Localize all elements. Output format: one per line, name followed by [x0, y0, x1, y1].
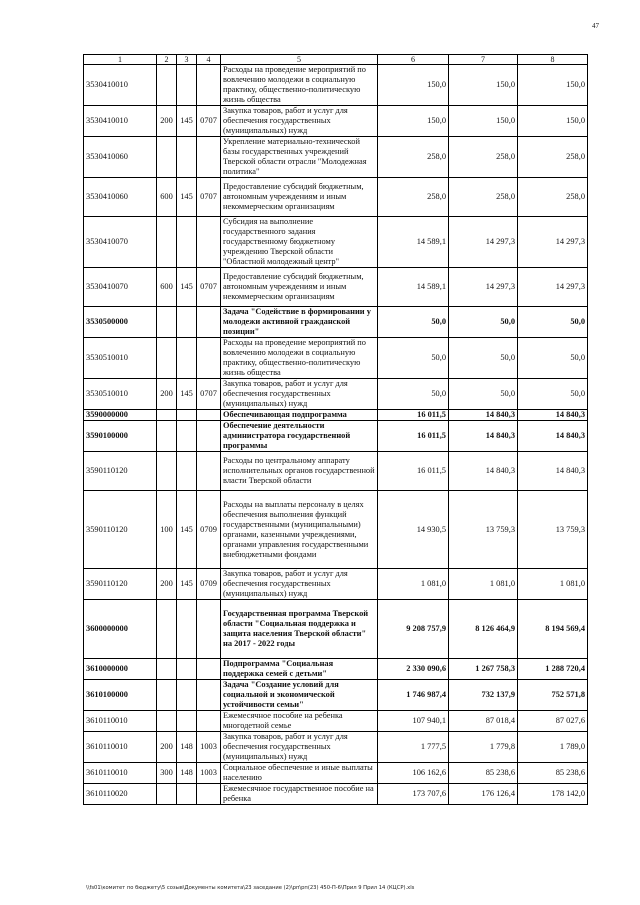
row-code: 3610000000 — [84, 659, 157, 680]
row-rz — [177, 137, 197, 178]
table-row — [84, 410, 588, 421]
row-name: Расходы на проведение мероприятий по вовлечению молодежи в социальную практику, общественно-политическую жизнь общества — [221, 65, 378, 106]
row-rz — [177, 659, 197, 680]
row-rz: 145 — [177, 569, 197, 600]
row-year2-amount: 14 297,3 — [449, 268, 518, 307]
row-year1-amount: 9 208 757,9 — [378, 600, 449, 659]
row-vr: 300 — [157, 763, 177, 784]
row-vr: 200 — [157, 379, 177, 410]
row-vr — [157, 784, 177, 805]
row-code: 3590000000 — [84, 410, 157, 421]
row-ps: 0709 — [197, 569, 221, 600]
row-year3-amount: 150,0 — [518, 65, 588, 106]
row-year1-amount: 16 011,5 — [378, 410, 449, 421]
row-year3-amount: 50,0 — [518, 307, 588, 338]
row-year1-amount: 50,0 — [378, 307, 449, 338]
file-path-footer: \\fs01\комитет по бюджету\5 созыв\Документы комитета\23 заседание (2)\рп\рп(23) 450-П-6\Прил 9 Прил 14 (КЦСР).xls — [86, 885, 415, 891]
row-year2-amount: 14 840,3 — [449, 410, 518, 421]
row-vr — [157, 659, 177, 680]
row-year1-amount: 16 011,5 — [378, 421, 449, 452]
row-rz: 145 — [177, 491, 197, 569]
row-rz — [177, 680, 197, 711]
row-rz — [177, 711, 197, 732]
row-name: Закупка товаров, работ и услуг для обеспечения государственных (муниципальных) нужд — [221, 569, 378, 600]
row-year2-amount: 150,0 — [449, 65, 518, 106]
row-year1-amount: 1 081,0 — [378, 569, 449, 600]
row-code: 3530410010 — [84, 106, 157, 137]
table-row — [84, 217, 588, 268]
row-code: 3610110020 — [84, 784, 157, 805]
table-row — [84, 338, 588, 379]
table-row — [84, 784, 588, 805]
row-code: 3530510010 — [84, 338, 157, 379]
row-vr: 200 — [157, 569, 177, 600]
row-year3-amount: 1 288 720,4 — [518, 659, 588, 680]
row-code: 3610110010 — [84, 711, 157, 732]
row-year1-amount: 50,0 — [378, 338, 449, 379]
row-ps: 0707 — [197, 178, 221, 217]
row-code: 3530510010 — [84, 379, 157, 410]
row-ps — [197, 307, 221, 338]
row-year2-amount: 85 238,6 — [449, 763, 518, 784]
table-row — [84, 659, 588, 680]
row-vr: 100 — [157, 491, 177, 569]
row-name: Предоставление субсидий бюджетным, автономным учреждениям и иным некоммерческим организациям — [221, 178, 378, 217]
row-year3-amount: 8 194 569,4 — [518, 600, 588, 659]
row-year2-amount: 258,0 — [449, 178, 518, 217]
row-name: Ежемесячное государственное пособие на ребенка — [221, 784, 378, 805]
row-name: Закупка товаров, работ и услуг для обеспечения государственных (муниципальных) нужд — [221, 732, 378, 763]
row-rz — [177, 338, 197, 379]
row-ps — [197, 410, 221, 421]
table-row — [84, 763, 588, 784]
row-year3-amount: 150,0 — [518, 106, 588, 137]
row-year3-amount: 14 840,3 — [518, 452, 588, 491]
row-ps — [197, 659, 221, 680]
row-year2-amount: 258,0 — [449, 137, 518, 178]
row-year2-amount: 8 126 464,9 — [449, 600, 518, 659]
row-rz — [177, 217, 197, 268]
row-year2-amount: 1 779,8 — [449, 732, 518, 763]
row-ps — [197, 421, 221, 452]
row-rz — [177, 307, 197, 338]
row-year1-amount: 107 940,1 — [378, 711, 449, 732]
row-year3-amount: 258,0 — [518, 178, 588, 217]
header-row — [84, 55, 588, 65]
row-year2-amount: 1 081,0 — [449, 569, 518, 600]
budget-table — [83, 54, 588, 805]
row-vr — [157, 711, 177, 732]
row-name: Социальное обеспечение и иные выплаты населению — [221, 763, 378, 784]
row-year3-amount: 752 571,8 — [518, 680, 588, 711]
row-name: Расходы на проведение мероприятий по вовлечению молодежи в социальную практику, общественно-политическую жизнь общества — [221, 338, 378, 379]
row-code: 3590110120 — [84, 569, 157, 600]
row-year2-amount: 732 137,9 — [449, 680, 518, 711]
row-name: Ежемесячное пособие на ребенка многодетной семье — [221, 711, 378, 732]
row-name: Задача "Содействие в формировании у молодежи активной гражданской позиции" — [221, 307, 378, 338]
row-code: 3530410060 — [84, 178, 157, 217]
row-ps — [197, 137, 221, 178]
header-year3: 8 — [518, 55, 588, 65]
row-year2-amount: 176 126,4 — [449, 784, 518, 805]
row-vr — [157, 410, 177, 421]
header-year2: 7 — [449, 55, 518, 65]
row-vr: 200 — [157, 106, 177, 137]
header-vr: 2 — [157, 55, 177, 65]
header-ps: 4 — [197, 55, 221, 65]
table-row — [84, 106, 588, 137]
row-rz: 148 — [177, 763, 197, 784]
row-vr — [157, 65, 177, 106]
table-row — [84, 421, 588, 452]
row-name: Укрепление материально-технической базы государственных учреждений Тверской области отрасли "Молодежная политика" — [221, 137, 378, 178]
row-ps — [197, 452, 221, 491]
row-ps — [197, 338, 221, 379]
row-year2-amount: 150,0 — [449, 106, 518, 137]
row-code: 3610110010 — [84, 763, 157, 784]
row-year3-amount: 87 027,6 — [518, 711, 588, 732]
row-code: 3530410070 — [84, 268, 157, 307]
row-rz — [177, 421, 197, 452]
table-row — [84, 137, 588, 178]
row-code: 3600000000 — [84, 600, 157, 659]
row-vr — [157, 680, 177, 711]
table-row — [84, 452, 588, 491]
row-ps — [197, 600, 221, 659]
row-vr: 200 — [157, 732, 177, 763]
row-rz — [177, 410, 197, 421]
row-year3-amount: 1 081,0 — [518, 569, 588, 600]
row-name: Обеспечивающая подпрограмма — [221, 410, 378, 421]
page-number: 47 — [592, 22, 599, 30]
row-year1-amount: 173 707,6 — [378, 784, 449, 805]
row-year3-amount: 14 840,3 — [518, 410, 588, 421]
table-row — [84, 268, 588, 307]
row-year1-amount: 2 330 090,6 — [378, 659, 449, 680]
row-rz: 145 — [177, 379, 197, 410]
row-code: 3610110010 — [84, 732, 157, 763]
row-year1-amount: 14 589,1 — [378, 268, 449, 307]
row-ps: 0707 — [197, 268, 221, 307]
row-rz: 145 — [177, 268, 197, 307]
row-ps — [197, 711, 221, 732]
row-vr — [157, 137, 177, 178]
row-year2-amount: 13 759,3 — [449, 491, 518, 569]
row-code: 3590100000 — [84, 421, 157, 452]
row-rz — [177, 65, 197, 106]
row-year3-amount: 14 840,3 — [518, 421, 588, 452]
header-year1: 6 — [378, 55, 449, 65]
row-name: Предоставление субсидий бюджетным, автономным учреждениям и иным некоммерческим организациям — [221, 268, 378, 307]
row-year2-amount: 50,0 — [449, 307, 518, 338]
row-name: Расходы на выплаты персоналу в целях обеспечения выполнения функций государственными (муниципальными) органами, казенными учреждениями, органами управления государственными внебюджетными фондами — [221, 491, 378, 569]
row-year3-amount: 258,0 — [518, 137, 588, 178]
row-rz — [177, 600, 197, 659]
row-year1-amount: 106 162,6 — [378, 763, 449, 784]
row-name: Расходы по центральному аппарату исполнительных органов государственной власти Тверской области — [221, 452, 378, 491]
table-row — [84, 600, 588, 659]
row-year1-amount: 258,0 — [378, 178, 449, 217]
row-year1-amount: 14 589,1 — [378, 217, 449, 268]
row-code: 3590110120 — [84, 491, 157, 569]
row-vr: 600 — [157, 268, 177, 307]
row-year1-amount: 150,0 — [378, 65, 449, 106]
header-code: 1 — [84, 55, 157, 65]
table-row — [84, 569, 588, 600]
row-year2-amount: 1 267 758,3 — [449, 659, 518, 680]
row-year1-amount: 1 746 987,4 — [378, 680, 449, 711]
row-year2-amount: 50,0 — [449, 338, 518, 379]
row-year2-amount: 87 018,4 — [449, 711, 518, 732]
row-vr — [157, 338, 177, 379]
row-rz: 145 — [177, 106, 197, 137]
row-rz — [177, 452, 197, 491]
row-year2-amount: 14 297,3 — [449, 217, 518, 268]
row-year1-amount: 14 930,5 — [378, 491, 449, 569]
row-vr — [157, 421, 177, 452]
row-code: 3590110120 — [84, 452, 157, 491]
row-ps: 0709 — [197, 491, 221, 569]
row-year3-amount: 14 297,3 — [518, 217, 588, 268]
row-name: Закупка товаров, работ и услуг для обеспечения государственных (муниципальных) нужд — [221, 106, 378, 137]
row-name: Государственная программа Тверской области "Социальная поддержка и защита населения Тверской области" на 2017 - 2022 годы — [221, 600, 378, 659]
table-row — [84, 732, 588, 763]
row-vr — [157, 452, 177, 491]
row-year2-amount: 50,0 — [449, 379, 518, 410]
row-code: 3530500000 — [84, 307, 157, 338]
row-year3-amount: 50,0 — [518, 338, 588, 379]
row-ps: 1003 — [197, 732, 221, 763]
header-name: 5 — [221, 55, 378, 65]
row-ps — [197, 217, 221, 268]
table-row — [84, 307, 588, 338]
row-year2-amount: 14 840,3 — [449, 421, 518, 452]
row-ps: 0707 — [197, 106, 221, 137]
row-year1-amount: 50,0 — [378, 379, 449, 410]
row-year1-amount: 258,0 — [378, 137, 449, 178]
row-code: 3530410060 — [84, 137, 157, 178]
row-vr — [157, 600, 177, 659]
row-year3-amount: 178 142,0 — [518, 784, 588, 805]
row-year3-amount: 50,0 — [518, 379, 588, 410]
row-rz: 148 — [177, 732, 197, 763]
row-ps — [197, 680, 221, 711]
row-name: Подпрограмма "Социальная поддержка семей с детьми" — [221, 659, 378, 680]
table-row — [84, 711, 588, 732]
header-rz: 3 — [177, 55, 197, 65]
row-year1-amount: 1 777,5 — [378, 732, 449, 763]
row-year3-amount: 13 759,3 — [518, 491, 588, 569]
row-year3-amount: 14 297,3 — [518, 268, 588, 307]
row-code: 3610100000 — [84, 680, 157, 711]
row-code: 3530410070 — [84, 217, 157, 268]
row-ps: 0707 — [197, 379, 221, 410]
table-row — [84, 178, 588, 217]
table-row — [84, 65, 588, 106]
row-code: 3530410010 — [84, 65, 157, 106]
row-name: Закупка товаров, работ и услуг для обеспечения государственных (муниципальных) нужд — [221, 379, 378, 410]
row-vr — [157, 217, 177, 268]
row-vr: 600 — [157, 178, 177, 217]
row-ps — [197, 784, 221, 805]
table-row — [84, 680, 588, 711]
row-name: Обеспечение деятельности администратора государственной программы — [221, 421, 378, 452]
row-ps: 1003 — [197, 763, 221, 784]
row-name: Субсидия на выполнение государственного задания государственному бюджетному учреждению Тверской области "Областной молодежный центр" — [221, 217, 378, 268]
row-rz: 145 — [177, 178, 197, 217]
row-name: Задача "Создание условий для социальной и экономической устойчивости семьи" — [221, 680, 378, 711]
row-year2-amount: 14 840,3 — [449, 452, 518, 491]
table-row — [84, 379, 588, 410]
row-year1-amount: 16 011,5 — [378, 452, 449, 491]
row-ps — [197, 65, 221, 106]
row-year3-amount: 85 238,6 — [518, 763, 588, 784]
row-rz — [177, 784, 197, 805]
row-year1-amount: 150,0 — [378, 106, 449, 137]
table-row — [84, 491, 588, 569]
row-year3-amount: 1 789,0 — [518, 732, 588, 763]
row-vr — [157, 307, 177, 338]
